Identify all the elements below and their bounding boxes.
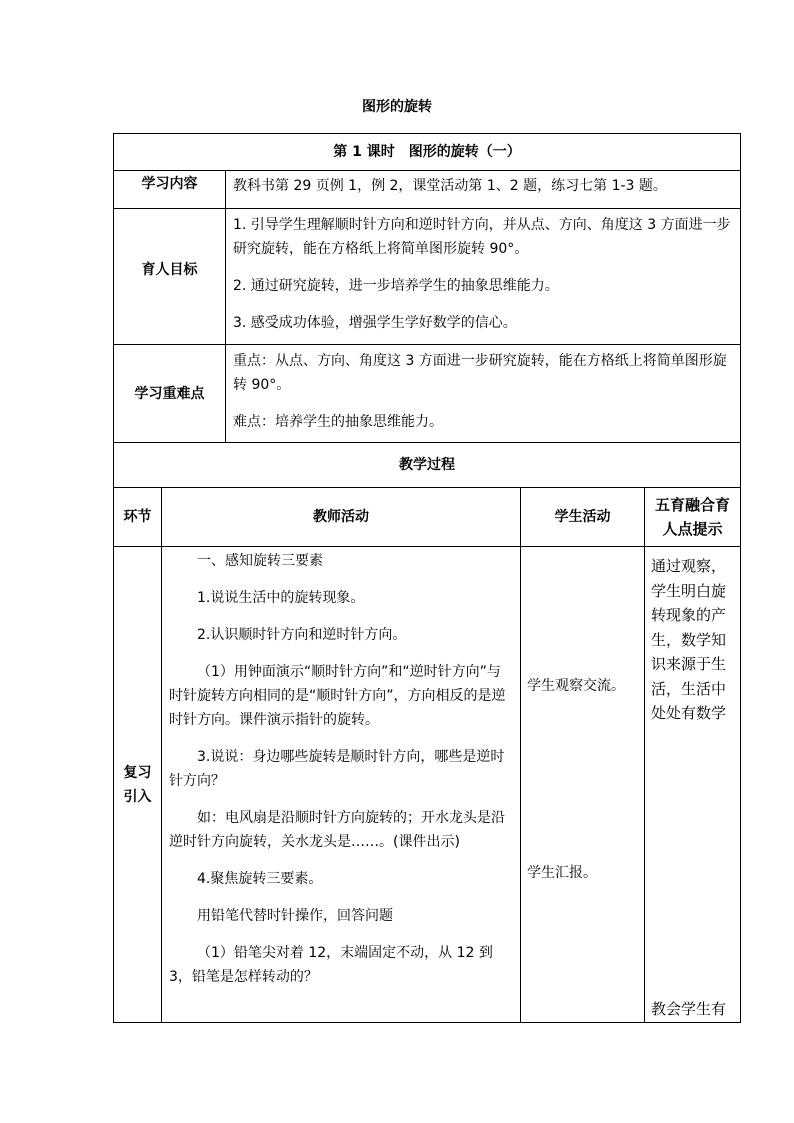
lesson-title-row <box>114 134 741 171</box>
student-activity <box>521 547 645 1023</box>
goal-item: 1. 引导学生理解顺时针方向和逆时针方向，并从点、方向、角度这 3 方面进一步研究旋转，能在方格纸上将简单图形旋转 90°。 <box>233 217 731 257</box>
key-points-label: 学习重难点 <box>114 345 226 443</box>
tip-note: 通过观察，学生明白旋转现象的产生，数学知识来源于生活，生活中处处有数学 <box>651 557 727 722</box>
lesson-title: 第 1 课时 图形的旋转（一） <box>114 134 741 171</box>
teacher-step: 如：电风扇是沿顺时针方向旋转的；开水龙头是沿逆时针方向旋转，关水龙头是……。(课件出示) <box>169 810 505 850</box>
goals-label: 育人目标 <box>114 209 226 345</box>
content-label: 学习内容 <box>114 171 226 209</box>
teacher-step: 4.聚焦旋转三要素。 <box>197 871 323 887</box>
process-body-row <box>114 547 741 1023</box>
key-focus: 重点：从点、方向、角度这 3 方面进一步研究旋转，能在方格纸上将简单图形旋转 90°。 <box>233 353 727 393</box>
tip-note: 教会学生有 <box>651 1000 727 1018</box>
teacher-step: 一、感知旋转三要素 <box>197 553 323 569</box>
stage-label: 复习引入 <box>114 547 162 1023</box>
header-student: 学生活动 <box>521 488 645 547</box>
key-points-row <box>114 345 741 443</box>
key-difficulty: 难点：培养学生的抽象思维能力。 <box>233 414 443 430</box>
document-title: 图形的旋转 <box>362 99 432 115</box>
process-header-row <box>114 488 741 547</box>
teacher-step: （1）用钟面演示“顺时针方向”和“逆时针方向”与时针旋转方向相同的是“顺时针方向”，方向相反的是逆时针方向。课件演示指针的旋转。 <box>169 664 506 728</box>
goals-text <box>226 209 741 345</box>
content-text: 教科书第 29 页例 1，例 2，课堂活动第 1、2 题，练习七第 1-3 题。 <box>226 171 741 209</box>
goals-row <box>114 209 741 345</box>
lesson-plan-table <box>113 133 741 1023</box>
process-title-row <box>114 443 741 488</box>
teacher-step: 3.说说：身边哪些旋转是顺时针方向，哪些是逆时针方向？ <box>169 749 505 789</box>
goal-item: 2. 通过研究旋转，进一步培养学生的抽象思维能力。 <box>233 278 559 294</box>
student-note: 学生汇报。 <box>527 865 597 881</box>
process-title: 教学过程 <box>114 443 741 488</box>
header-teacher: 教师活动 <box>162 488 521 547</box>
teacher-step: 用铅笔代替时针操作，回答问题 <box>197 908 393 924</box>
goal-item: 3. 感受成功体验，增强学生学好数学的信心。 <box>233 315 517 331</box>
teacher-step: 2.认识顺时针方向和逆时针方向。 <box>197 627 407 643</box>
header-stage: 环节 <box>114 488 162 547</box>
teacher-activity <box>162 547 521 1023</box>
header-tips: 五育融合育人点提示 <box>645 488 741 547</box>
content-row <box>114 171 741 209</box>
teacher-step: （1）铅笔尖对着 12，末端固定不动，从 12 到 3，铅笔是怎样转动的？ <box>169 945 493 985</box>
tips-cell <box>645 547 741 1023</box>
teacher-step: 1.说说生活中的旋转现象。 <box>197 590 365 606</box>
key-points-text <box>226 345 741 443</box>
student-note: 学生观察交流。 <box>527 678 625 694</box>
